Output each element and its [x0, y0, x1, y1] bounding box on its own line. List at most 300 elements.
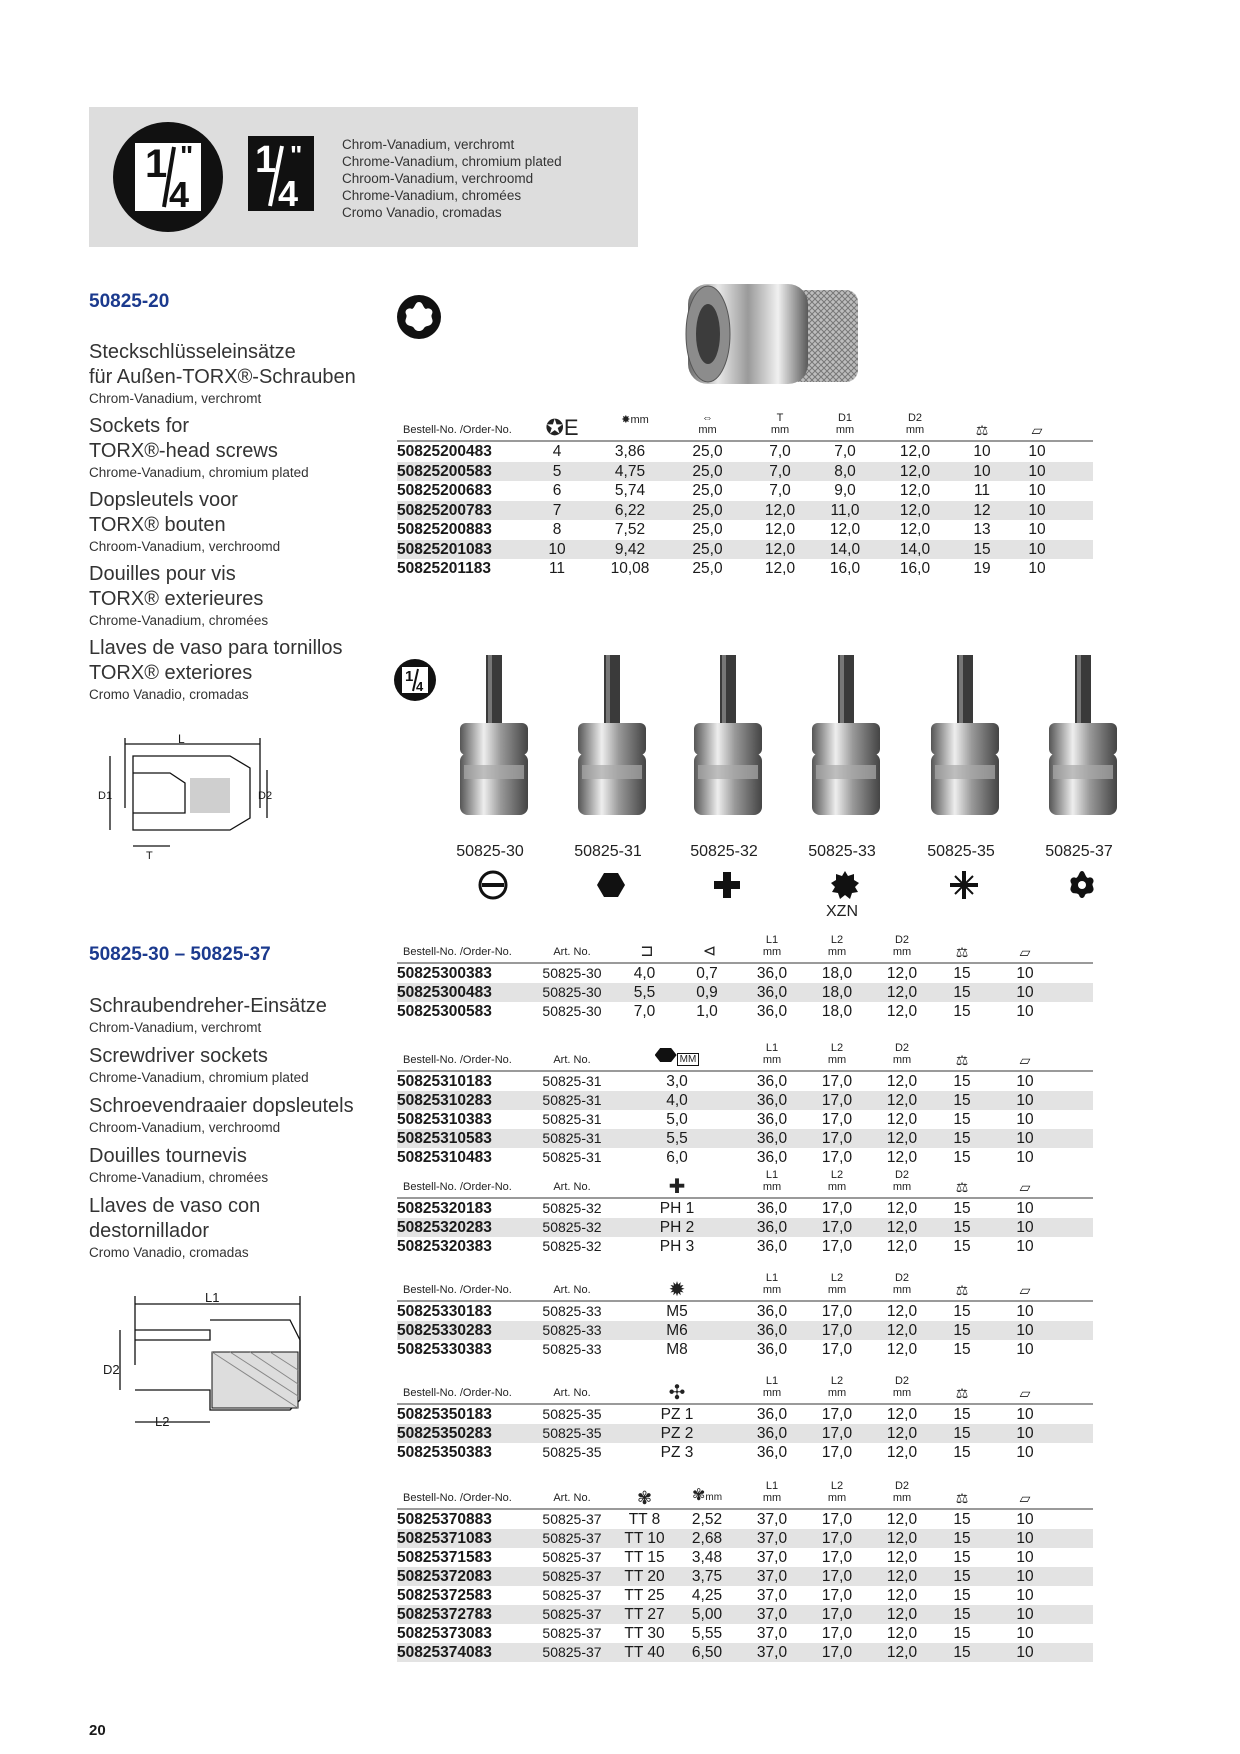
table-cell: 2,68	[691, 1530, 723, 1547]
table-cell: 50825371583	[397, 1549, 492, 1566]
table-body	[397, 1072, 1093, 1167]
table-row	[397, 540, 1093, 560]
bit-article-label: 50825-32	[690, 843, 758, 860]
product-table	[397, 922, 1093, 1021]
d2-header: D2 mm	[905, 412, 925, 436]
table-cell: 36,0	[756, 1003, 788, 1020]
package-icon: ▱	[1031, 422, 1043, 438]
table-cell: PZ 3	[660, 1444, 694, 1461]
table-cell: 10	[1016, 1003, 1034, 1020]
table-cell: 10	[548, 540, 566, 558]
svg-text:1: 1	[145, 142, 168, 186]
l1-header: L1 mm	[762, 1169, 782, 1193]
l2-header: L2 mm	[827, 1169, 847, 1193]
desc-title: für Außen-TORX®-Schrauben	[89, 366, 356, 388]
table-row	[397, 983, 1093, 1002]
table-cell: 5,55	[691, 1625, 723, 1642]
desc-title: Douilles tournevis	[89, 1145, 247, 1167]
table-row	[397, 1321, 1093, 1340]
table-row	[397, 481, 1093, 501]
table-cell: 4,0	[666, 1092, 688, 1109]
table-cell: 36,0	[756, 1238, 788, 1255]
desc-title: Steckschlüsseleinsätze	[89, 341, 296, 363]
table-cell: 50825-35	[542, 1444, 602, 1460]
svg-text:": "	[180, 140, 194, 171]
bit-photo	[438, 645, 550, 835]
phillips-small-icon: ✚	[668, 1176, 686, 1198]
table-cell: 50825-33	[542, 1303, 602, 1319]
art-no-header: Art. No.	[553, 946, 591, 958]
table-cell: 15	[953, 1549, 971, 1566]
table-cell: 5,5	[633, 984, 656, 1001]
table-cell: 36,0	[756, 984, 788, 1001]
table-cell: TT 15	[624, 1549, 665, 1566]
table-cell: 50825-37	[542, 1530, 602, 1546]
table-cell: 50825320183	[397, 1200, 492, 1217]
dim-label-l2: L2	[155, 1414, 170, 1429]
table-cell: 12,0	[886, 1111, 918, 1128]
table-cell: 12,0	[886, 1587, 918, 1604]
table-cell: 17,0	[821, 1149, 853, 1166]
desc-title: TORX® exteriores	[89, 662, 253, 684]
table-row	[397, 1091, 1093, 1110]
bit-photo	[672, 645, 784, 835]
product-table	[397, 1157, 1093, 1256]
part-number-title: 50825-20	[89, 291, 170, 312]
table-cell: 36,0	[756, 1092, 788, 1109]
desc-material: Chrom-Vanadium, verchromt	[89, 391, 262, 406]
table-cell: 15	[953, 1511, 971, 1528]
size-e-header: ✪E	[545, 415, 579, 440]
desc-material: Cromo Vanadio, cromadas	[89, 1245, 249, 1260]
table-row	[397, 1340, 1093, 1359]
table-cell: 17,0	[821, 1322, 853, 1339]
table-cell: 50825-32	[542, 1200, 602, 1216]
table-cell: 13	[973, 521, 991, 538]
table-header	[397, 1468, 1093, 1510]
order-no-header: Bestell-No. /Order-No.	[403, 1054, 512, 1066]
table-cell: 4,25	[691, 1587, 723, 1604]
table-cell: 7,0	[769, 482, 791, 499]
table-cell: 10	[1016, 1092, 1034, 1109]
material-line: Chroom-Vanadium, verchroomd	[342, 171, 534, 186]
table-cell: 50825300483	[397, 984, 492, 1001]
svg-text:1: 1	[255, 139, 277, 181]
table-cell: 10	[1016, 1200, 1034, 1217]
table-cell: 50825300383	[397, 965, 492, 982]
table-cell: 25,0	[692, 501, 723, 519]
table-cell: PZ 2	[660, 1425, 694, 1442]
package-icon: ▱	[1019, 1179, 1031, 1195]
table-cell: 12,0	[886, 1303, 918, 1320]
table-cell: 50825-37	[542, 1568, 602, 1584]
header-materials	[342, 136, 562, 221]
table-cell: 50825-30	[542, 965, 602, 981]
l2-header: L2 mm	[827, 934, 847, 958]
table-cell: 10	[1016, 1073, 1034, 1090]
table-cell: 15	[953, 1003, 971, 1020]
l2-header: L2 mm	[827, 1272, 847, 1296]
table-cell: 50825-31	[542, 1149, 602, 1165]
table-row	[397, 1002, 1093, 1021]
d2-header: D2 mm	[892, 1042, 912, 1066]
table-cell: 17,0	[821, 1073, 853, 1090]
d2-header: D2 mm	[892, 1169, 912, 1193]
table-cell: TT 25	[624, 1587, 665, 1604]
table-cell: 15	[953, 1625, 971, 1642]
svg-text:4: 4	[278, 173, 299, 211]
table-cell: 17,0	[821, 1219, 853, 1236]
table-cell: 36,0	[756, 1303, 788, 1320]
table-cell: 10	[1016, 1111, 1034, 1128]
desc-title: Screwdriver sockets	[89, 1045, 268, 1067]
table-cell: 50825374083	[397, 1644, 492, 1661]
table-cell: 36,0	[756, 1341, 788, 1358]
table-cell: 17,0	[821, 1549, 853, 1566]
table-cell: 36,0	[756, 1149, 788, 1166]
order-no-header: Bestell-No. /Order-No.	[403, 1492, 512, 1504]
table-cell: 50825-33	[542, 1341, 602, 1357]
table-cell: 7,0	[769, 443, 791, 460]
table-cell: 36,0	[756, 1425, 788, 1442]
section1-descriptions	[89, 340, 379, 704]
table-row	[397, 1405, 1093, 1424]
desc-material: Chrome-Vanadium, chromium plated	[89, 1070, 309, 1085]
l2-header: L2 mm	[827, 1042, 847, 1066]
table-cell: 36,0	[756, 1130, 788, 1147]
table-cell: 37,0	[756, 1625, 788, 1642]
bit-article-label: 50825-35	[927, 843, 995, 860]
table-body	[397, 964, 1093, 1021]
pozidriv-icon	[949, 870, 979, 905]
table-cell: 12,0	[886, 1322, 918, 1339]
order-no-header: Bestell-No. /Order-No.	[403, 1387, 512, 1399]
table-cell: M5	[666, 1303, 688, 1320]
table-cell: 12,0	[886, 1511, 918, 1528]
desc-material: Chrome-Vanadium, chromées	[89, 613, 269, 628]
table-cell: 11,0	[830, 501, 860, 519]
table-cell: 10	[1016, 1303, 1034, 1320]
table-cell: 10	[1016, 1644, 1034, 1661]
table-cell: 50825-37	[542, 1644, 602, 1660]
table-cell: 50825330283	[397, 1322, 492, 1339]
table-cell: 18,0	[821, 984, 853, 1001]
table-cell: 17,0	[821, 1530, 853, 1547]
table-cell: 7,52	[614, 521, 646, 538]
table-cell: 50825-37	[542, 1625, 602, 1641]
table-cell: 10	[1016, 1219, 1034, 1236]
dim-label-d2: D2	[103, 1362, 120, 1377]
dim-label-t: T	[146, 850, 153, 862]
l2-header: L2 mm	[827, 1375, 847, 1399]
table-row	[397, 1072, 1093, 1091]
quarter-inch-badge-icon	[393, 658, 437, 702]
table-cell: 7,0	[834, 443, 856, 460]
package-icon: ▱	[1019, 1385, 1031, 1401]
table-header	[397, 400, 1093, 442]
table-cell: 50825300583	[397, 1003, 492, 1020]
table-row	[397, 1510, 1093, 1529]
table-cell: 15	[953, 1073, 971, 1090]
table-header	[397, 1363, 1093, 1405]
pozidriv-small-icon: ✣	[668, 1382, 686, 1404]
table-cell: 10	[1028, 560, 1046, 577]
table-cell: 10	[1016, 1341, 1034, 1358]
table-cell: 10	[1016, 1238, 1034, 1255]
socket-photo	[668, 272, 868, 392]
table-row	[397, 1624, 1093, 1643]
table-cell: 11	[973, 482, 991, 499]
table-cell: 50825350183	[397, 1406, 492, 1423]
table-cell: 17,0	[821, 1644, 853, 1661]
desc-material: Chrome-Vanadium, chromium plated	[89, 465, 309, 480]
table-header	[397, 922, 1093, 964]
table-cell: 17,0	[821, 1130, 853, 1147]
table-cell: 15	[953, 1092, 971, 1109]
table-cell: 10	[1016, 1549, 1034, 1566]
table-cell: 14,0	[899, 540, 931, 558]
table-cell: 15	[953, 1219, 971, 1236]
table-cell: 10	[973, 462, 991, 480]
table-cell: 12,0	[886, 1200, 918, 1217]
table-cell: 37,0	[756, 1530, 788, 1547]
table-cell: 10	[1016, 1511, 1034, 1528]
table-cell: 50825310183	[397, 1073, 492, 1090]
table-cell: 8,0	[834, 462, 856, 480]
table-cell: 15	[953, 1406, 971, 1423]
table-cell: 25,0	[692, 443, 723, 460]
table-row	[397, 1302, 1093, 1321]
table-cell: 12,0	[886, 1341, 918, 1358]
table-cell: 12,0	[886, 1003, 918, 1020]
bit-note: XZN	[826, 903, 858, 920]
table-cell: 12,0	[886, 1606, 918, 1623]
l1-header: L1 mm	[762, 1480, 782, 1504]
desc-material: Chroom-Vanadium, verchroomd	[89, 1120, 281, 1135]
table-cell: 6,22	[614, 501, 646, 519]
table-cell: 17,0	[821, 1425, 853, 1442]
l1-header: L1 mm	[762, 1375, 782, 1399]
table-cell: 3,0	[666, 1073, 688, 1090]
table-cell: PH 1	[659, 1200, 695, 1217]
svg-text:4: 4	[169, 174, 190, 215]
table-cell: 36,0	[756, 1073, 788, 1090]
table-row	[397, 1567, 1093, 1586]
table-cell: TT 10	[624, 1530, 665, 1547]
table-cell: 10	[1016, 1444, 1034, 1461]
table-cell: 4,75	[614, 462, 646, 480]
table-cell: 17,0	[821, 1625, 853, 1642]
torx-tamper-icon	[1067, 870, 1097, 905]
table-cell: TT 8	[628, 1511, 661, 1528]
package-icon: ▱	[1019, 944, 1031, 960]
l1-header: L1 mm	[762, 934, 782, 958]
d2-header: D2 mm	[892, 1480, 912, 1504]
table-cell: 10,08	[610, 560, 650, 577]
d1-header: D1 mm	[835, 412, 855, 436]
material-line: Chrome-Vanadium, chromium plated	[342, 154, 562, 169]
torx-small-icon: ✪	[545, 415, 564, 440]
table-cell: 15	[973, 540, 991, 558]
table-row	[397, 1110, 1093, 1129]
table-cell: 50825200483	[397, 443, 492, 460]
weight-icon: ⚖	[955, 1385, 969, 1401]
table-cell: 4	[552, 443, 562, 460]
table-row	[397, 1586, 1093, 1605]
desc-title: Schraubendreher-Einsätze	[89, 995, 327, 1017]
table-cell: 12,0	[886, 1130, 918, 1147]
quarter-inch-square-icon	[248, 136, 314, 211]
weight-icon: ⚖	[975, 422, 989, 438]
part-number-title: 50825-30 – 50825-37	[89, 944, 271, 965]
table-cell: 15	[953, 1644, 971, 1661]
dim-label-d1: D1	[98, 790, 113, 802]
table-cell: 36,0	[756, 965, 788, 982]
table-cell: 50825-31	[542, 1092, 602, 1108]
table-cell: 50825-31	[542, 1073, 602, 1089]
weight-icon: ⚖	[955, 1490, 969, 1506]
svg-text:1: 1	[405, 668, 414, 685]
dim-label-d2: D2	[258, 790, 273, 802]
table-row	[397, 1218, 1093, 1237]
table-cell: TT 27	[624, 1606, 665, 1623]
desc-title: destornillador	[89, 1220, 210, 1242]
table-cell: 15	[953, 1568, 971, 1585]
table-cell: 50825200583	[397, 462, 492, 480]
d2-header: D2 mm	[892, 1272, 912, 1296]
table-cell: M8	[666, 1341, 688, 1358]
table-cell: 50825372583	[397, 1587, 492, 1604]
desc-title: Llaves de vaso para tornillos	[89, 637, 343, 659]
table-cell: 50825-30	[542, 1003, 602, 1019]
table-cell: 3,86	[614, 443, 646, 460]
table-cell: 12,0	[886, 1644, 918, 1661]
material-line: Cromo Vanadio, cromadas	[342, 205, 502, 220]
table-cell: 36,0	[756, 1219, 788, 1236]
bit-photo	[790, 645, 902, 835]
order-no-header: Bestell-No. /Order-No.	[403, 424, 512, 436]
table-cell: 15	[953, 1530, 971, 1547]
table-cell: 15	[953, 1130, 971, 1147]
l2-header: L2 mm	[827, 1480, 847, 1504]
desc-material: Chrom-Vanadium, verchromt	[89, 1020, 262, 1035]
table-cell: PH 3	[659, 1238, 695, 1255]
table-cell: 10	[1028, 482, 1046, 499]
desc-title: Llaves de vaso con	[89, 1195, 261, 1217]
table-cell: 50825200883	[397, 521, 492, 538]
table-cell: 10	[1016, 965, 1034, 982]
table-row	[397, 501, 1093, 521]
table-cell: 12,0	[764, 560, 796, 577]
desc-title: Sockets for	[89, 415, 190, 437]
table-cell: 15	[953, 1444, 971, 1461]
desc-title: TORX® bouten	[89, 514, 226, 536]
table-cell: 37,0	[756, 1549, 788, 1566]
table-cell: 50825-37	[542, 1511, 602, 1527]
l1-header: L1 mm	[762, 1042, 782, 1066]
bit-photo	[909, 645, 1021, 835]
torx-tamper-small-icon: ✾	[636, 1488, 653, 1508]
d2-header: D2 mm	[892, 1375, 912, 1399]
table-cell: 8	[552, 521, 562, 538]
desc-title: TORX®-head screws	[89, 440, 278, 462]
table-cell: 12,0	[886, 965, 918, 982]
table-cell: 12,0	[899, 462, 931, 480]
bit-photo	[556, 645, 668, 835]
table-cell: 50825-35	[542, 1425, 602, 1441]
table-cell: 10	[1016, 1149, 1034, 1166]
table-cell: 15	[953, 1238, 971, 1255]
table-cell: 17,0	[821, 1238, 853, 1255]
table-cell: 17,0	[821, 1606, 853, 1623]
table-row	[397, 1424, 1093, 1443]
table-header	[397, 1030, 1093, 1072]
table-cell: 50825372783	[397, 1606, 492, 1623]
table-row	[397, 462, 1093, 482]
art-no-header: Art. No.	[553, 1284, 591, 1296]
desc-material: Chroom-Vanadium, verchroomd	[89, 539, 281, 554]
table-cell: 12,0	[886, 1073, 918, 1090]
table-cell: 12,0	[886, 1625, 918, 1642]
product-table	[397, 1030, 1093, 1167]
bit-socket-dimension-drawing	[100, 1290, 310, 1430]
table-cell: 7,0	[633, 1003, 656, 1020]
table-cell: 50825372083	[397, 1568, 492, 1585]
table-cell: 50825-32	[542, 1238, 602, 1254]
table-cell: 5,5	[666, 1130, 688, 1147]
table-cell: 10	[1016, 1587, 1034, 1604]
table-cell: 10	[1028, 501, 1046, 519]
bit-article-label: 50825-31	[574, 843, 642, 860]
table-cell: 50825330183	[397, 1303, 492, 1320]
table-cell: 12,0	[886, 1530, 918, 1547]
art-no-header: Art. No.	[553, 1054, 591, 1066]
socket-dimension-drawing	[95, 728, 275, 858]
table-cell: 12,0	[886, 1219, 918, 1236]
desc-material: Chrome-Vanadium, chromées	[89, 1170, 269, 1185]
table-cell: 12,0	[886, 1549, 918, 1566]
order-no-header: Bestell-No. /Order-No.	[403, 946, 512, 958]
table-cell: 15	[953, 1341, 971, 1358]
table-cell: 36,0	[756, 1444, 788, 1461]
table-row	[397, 1237, 1093, 1256]
desc-title: TORX® exterieures	[89, 588, 264, 610]
art-no-header: Art. No.	[553, 1492, 591, 1504]
table-cell: 4,0	[633, 965, 656, 982]
table-cell: 0,7	[696, 965, 718, 982]
table-row	[397, 964, 1093, 983]
table-cell: 50825200683	[397, 482, 492, 499]
table-cell: 18,0	[821, 965, 853, 982]
table-cell: 10	[1028, 540, 1046, 558]
table-cell: 50825310283	[397, 1092, 492, 1109]
table-cell: 17,0	[821, 1568, 853, 1585]
table-cell: 50825310483	[397, 1149, 492, 1166]
table-body	[397, 1302, 1093, 1359]
table-cell: 12,0	[886, 1425, 918, 1442]
table-cell: 12,0	[886, 1568, 918, 1585]
table-cell: 16,0	[899, 560, 931, 577]
art-no-header: Art. No.	[553, 1387, 591, 1399]
table-body	[397, 442, 1093, 579]
table-cell: 12,0	[886, 1406, 918, 1423]
table-body	[397, 1199, 1093, 1256]
table-cell: 15	[953, 965, 971, 982]
table-cell: 15	[953, 1425, 971, 1442]
table-cell: 50825320383	[397, 1238, 492, 1255]
table-cell: 12,0	[899, 501, 931, 519]
table-cell: 25,0	[692, 462, 723, 480]
